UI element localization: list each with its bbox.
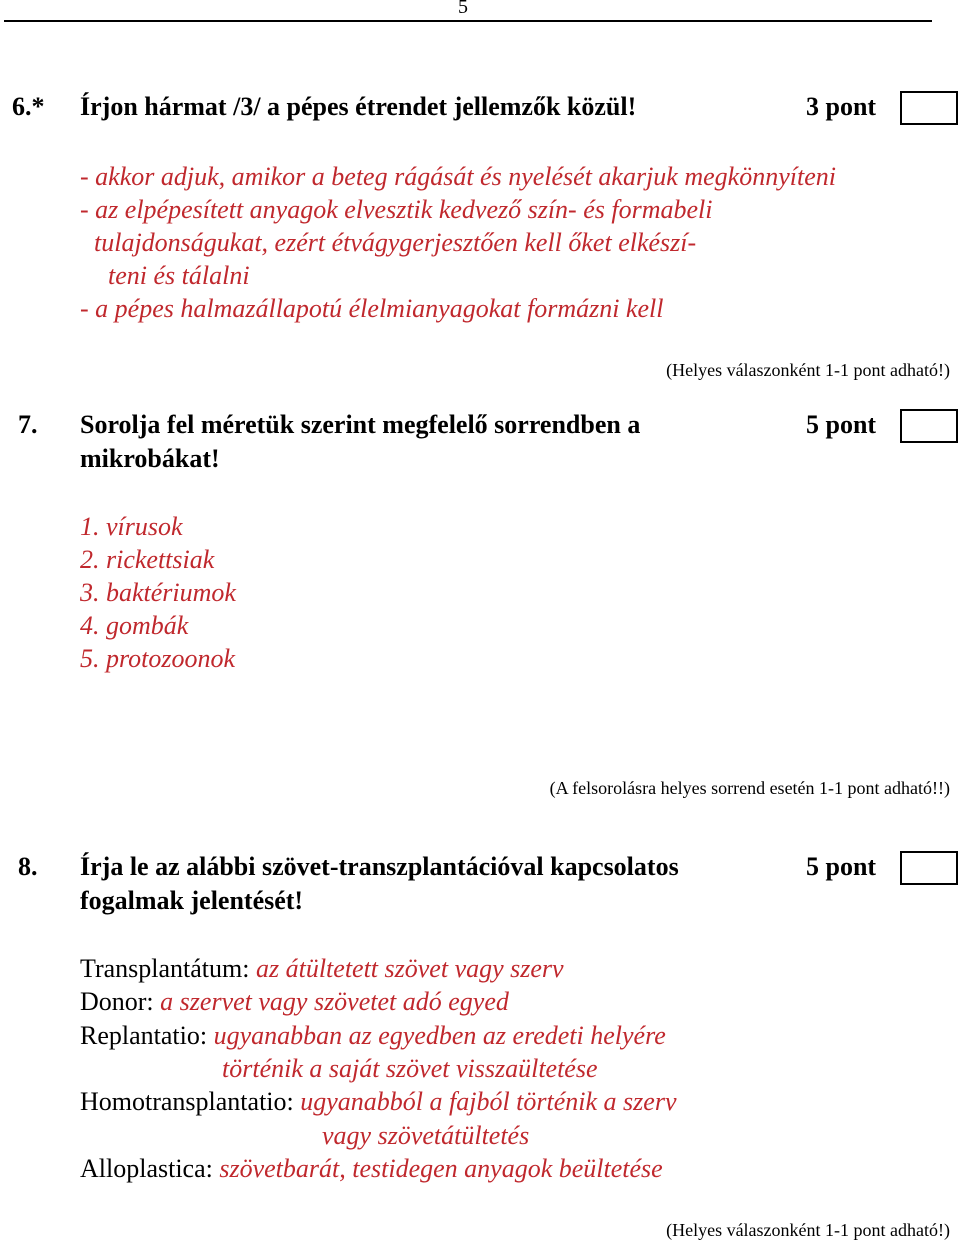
q6-question: Írjon hármat /3/ a pépes étrendet jellemzők közül! <box>80 92 637 121</box>
q8-term: Donor: <box>80 987 161 1016</box>
q7-question-line2: mikrobákat! <box>80 444 220 473</box>
q8-term: Replantatio: <box>80 1021 214 1050</box>
q8-definition: az átültetett szövet vagy szerv <box>255 954 564 983</box>
q7-answer-3: 3. baktériumok <box>80 578 236 607</box>
q6-answer-2-cont: tulajdonságukat, ezért étvágygerjesztően kell őket elkészí- <box>94 228 697 257</box>
q8-definition: a szervet vagy szövetet adó egyed <box>160 987 509 1016</box>
q7-answer-5: 5. protozoonok <box>80 644 236 673</box>
q8-scoring-note: (Helyes válaszonként 1-1 pont adható!) <box>666 1220 950 1240</box>
q8-definition-cont: vagy szövetátültetés <box>322 1121 530 1150</box>
q7-number: 7. <box>18 410 38 439</box>
q7-scoring-note: (A felsorolásra helyes sorrend esetén 1-1 pont adható!!) <box>549 778 950 798</box>
q8-definition: szövetbarát, testidegen anyagok beültetése <box>219 1154 663 1183</box>
q8-item-replantatio <box>80 1021 666 1051</box>
q6-points: 3 pont <box>806 92 877 121</box>
q8-points: 5 pont <box>806 852 877 881</box>
q7-answer-2: 2. rickettsiak <box>80 545 215 574</box>
q8-score-box[interactable] <box>900 851 958 885</box>
q8-number: 8. <box>18 852 38 881</box>
q8-definition: ugyanabban az egyedben az eredeti helyére <box>213 1021 666 1050</box>
q7-points: 5 pont <box>806 410 877 439</box>
q6-answer-2: - az elpépesített anyagok elvesztik kedvező szín- és formabeli <box>80 195 713 224</box>
q8-term: Transplantátum: <box>80 954 256 983</box>
page-number: 5 <box>458 0 468 18</box>
q6-answer-3: - a pépes halmazállapotú élelmianyagokat formázni kell <box>80 294 664 323</box>
q6-answer-1: - akkor adjuk, amikor a beteg rágását és nyelését akarjuk megkönnyíteni <box>80 162 836 191</box>
q6-number: 6.* <box>12 92 45 121</box>
q7-question-line1: Sorolja fel méretük szerint megfelelő sorrendben a <box>80 410 641 439</box>
q8-definition-cont: történik a saját szövet visszaültetése <box>222 1054 598 1083</box>
q8-question-line1: Írja le az alábbi szövet-transzplantációval kapcsolatos <box>80 852 679 881</box>
q8-item-transplantatum <box>80 954 564 984</box>
header-rule <box>4 20 932 22</box>
q7-answer-4: 4. gombák <box>80 611 189 640</box>
q8-term: Alloplastica: <box>80 1154 220 1183</box>
q8-item-alloplastica <box>80 1154 663 1184</box>
q7-answer-1: 1. vírusok <box>80 512 183 541</box>
q8-item-donor <box>80 987 509 1017</box>
q8-question-line2: fogalmak jelentését! <box>80 886 304 915</box>
q8-item-homotransplantatio <box>80 1087 677 1117</box>
q8-term: Homotransplantatio: <box>80 1087 301 1116</box>
q6-score-box[interactable] <box>900 91 958 125</box>
q6-answer-2-cont2: teni és tálalni <box>108 261 250 290</box>
q8-definition: ugyanabból a fajból történik a szerv <box>300 1087 677 1116</box>
q6-scoring-note: (Helyes válaszonként 1-1 pont adható!) <box>666 360 950 380</box>
q7-score-box[interactable] <box>900 409 958 443</box>
